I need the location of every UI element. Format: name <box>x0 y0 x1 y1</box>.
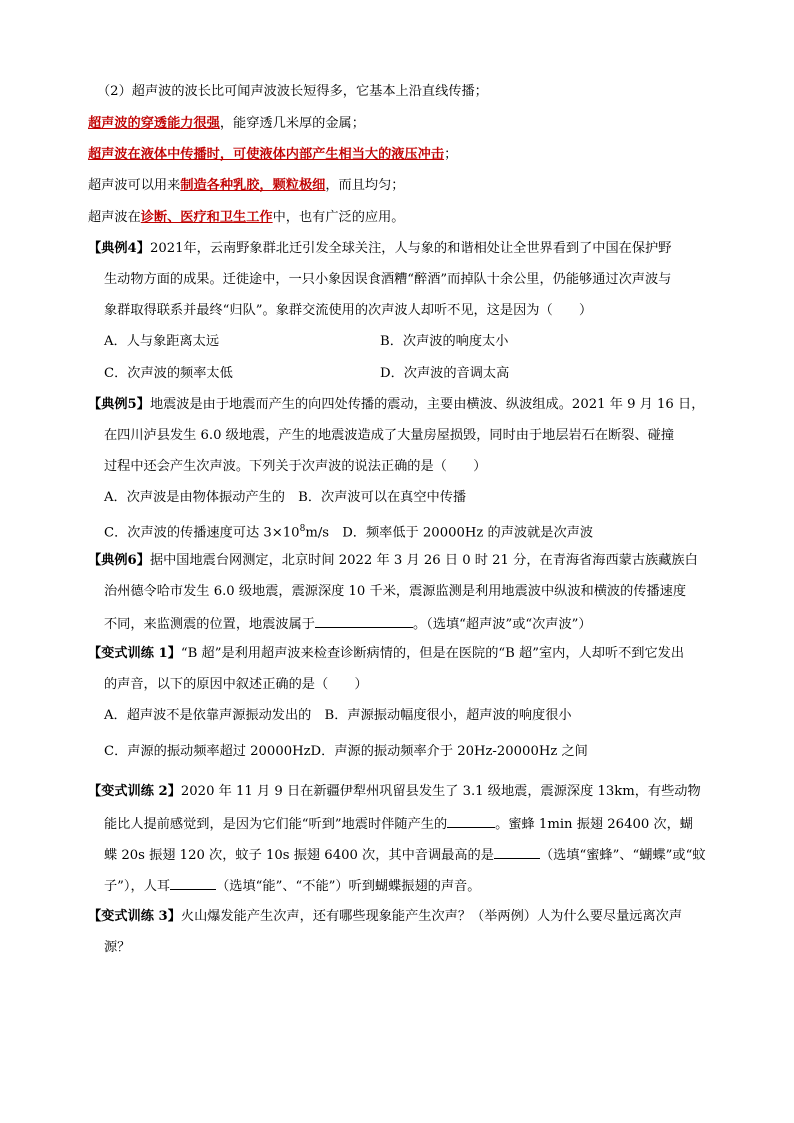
option-text: C．声源的振动频率超过 20000HzD．声源的振动频率介于 20Hz-20000Hz 之间 <box>104 744 588 759</box>
question-text: 据中国地震台网测定，北京时间 2022 年 3 月 26 日 0 时 21 分，在青海省海西蒙古族藏族白 <box>149 553 698 568</box>
question-text: “B 超”是利用超声波来检查诊断病情的，但是在医院的“B 超”室内，人却听不到它发出 <box>180 646 685 661</box>
variant-3-line2 <box>104 939 130 957</box>
note-line <box>88 115 365 133</box>
note-text: 超声波在 <box>88 210 141 225</box>
question-text: 源？ <box>104 940 131 955</box>
note-line <box>88 146 457 164</box>
option-text: C．次声波的频率太低 <box>104 366 233 381</box>
answer-blank[interactable] <box>170 876 216 890</box>
option-text: D．次声波的音调太高 <box>380 366 510 381</box>
answer-blank[interactable] <box>447 814 495 828</box>
emphasis-text: 诊断、医疗和卫生工作 <box>140 210 273 225</box>
question-text: （选填“能”、“不能”）听到蝴蝶振翅的声音。 <box>216 879 481 894</box>
question-text: 2020 年 11 月 9 日在新疆伊犁州巩留县发生了 3.1 级地震，震源深度 13km，有些动物 <box>180 784 701 799</box>
question-text: 地震波是由于地震而产生的向四处传播的震动，主要由横波、纵波组成。2021 年 9 月 16 日， <box>149 397 705 412</box>
note-line <box>88 209 405 227</box>
example-6-line1 <box>88 552 698 570</box>
note-text: 中，也有广泛的应用。 <box>272 210 405 225</box>
example-4-line3 <box>104 302 592 320</box>
variant-1-line2 <box>104 676 368 694</box>
option-text: A．人与象距离太远 <box>104 334 220 349</box>
example-5-line1 <box>88 396 704 414</box>
question-text: 生动物方面的成果。迁徙途中，一只小象因误食酒糟“醉酒”而掉队十余公里，仍能够通过次声波与 <box>104 272 672 287</box>
option-b <box>380 333 508 351</box>
option-a <box>104 333 219 351</box>
question-text: 治州德令哈市发生 6.0 级地震，震源深度 10 千米，震源监测是利用地震波中纵波和横波的传播速度 <box>104 584 687 599</box>
note-text: 超声波可以用来 <box>88 178 181 193</box>
example-6-line2 <box>104 583 686 601</box>
question-text: 蝶 20s 振翅 120 次，蚊子 10s 振翅 6400 次，其中音调最高的是 <box>104 848 494 863</box>
exponent: 8 <box>299 524 306 534</box>
variant-1-line1 <box>88 645 684 663</box>
question-label: 【变式训练 1】 <box>88 646 181 661</box>
option-text: C．次声波的传播速度可达 3×10 <box>104 525 300 541</box>
question-text: 象群取得联系并最终“归队”。象群交流使用的次声波人却听不见，这是因为（ ） <box>104 303 593 318</box>
answer-blank[interactable] <box>494 845 540 859</box>
emphasis-text: 超声波的穿透能力很强 <box>88 116 220 131</box>
option-text: A．超声波不是依靠声源振动发出的 B．声源振动幅度很小，超声波的响度很小 <box>104 708 572 723</box>
note-text: （2）超声波的波长比可闻声波波长短得多，它基本上沿直线传播； <box>97 84 488 99</box>
note-text: ，而且均匀； <box>325 178 405 193</box>
note-line <box>88 177 405 195</box>
option-c <box>104 365 233 383</box>
option-cd <box>104 743 588 761</box>
variant-2-line1 <box>88 783 701 801</box>
option-text: B．次声波的响度太小 <box>380 334 509 349</box>
note-text: ； <box>444 147 458 162</box>
example-5-line3 <box>104 458 486 476</box>
question-text: 不同，来监测震的位置，地震波属于 <box>104 617 315 632</box>
variant-3-line1 <box>88 908 682 926</box>
answer-blank[interactable] <box>315 614 413 628</box>
example-4-line2 <box>104 271 671 289</box>
option-d <box>380 365 509 383</box>
question-text: 在四川泸县发生 6.0 级地震，产生的地震波造成了大量房屋损毁，同时由于地层岩石在断裂、碰撞 <box>104 428 675 443</box>
variant-2-line2 <box>104 814 693 834</box>
emphasis-text: 超声波在液体中传播时，可使液体内部产生相当大的液压冲击 <box>88 147 445 162</box>
emphasis-text: 制造各种乳胶，颗粒极细 <box>180 178 326 193</box>
option-ab <box>104 489 466 507</box>
question-text: （选填“蜜蜂”、“蝴蝶”或“蚊 <box>539 848 706 863</box>
question-label: 【变式训练 3】 <box>88 909 181 924</box>
question-text: 的声音，以下的原因中叙述正确的是（ ） <box>104 677 368 692</box>
example-4-line1 <box>88 240 671 258</box>
example-6-line3 <box>104 614 592 634</box>
variant-2-line3 <box>104 845 706 865</box>
example-5-line2 <box>104 427 674 445</box>
question-label: 【典例4】 <box>88 241 150 256</box>
variant-2-line4 <box>104 876 480 896</box>
question-label: 【变式训练 2】 <box>88 784 181 799</box>
note-text: ，能穿透几米厚的金属； <box>219 116 365 131</box>
question-text: 子”），人耳 <box>104 879 171 894</box>
question-label: 【典例5】 <box>88 397 150 412</box>
note-line <box>97 83 488 101</box>
question-text: 能比人提前感觉到，是因为它们能“听到”地震时伴随产生的 <box>104 817 448 832</box>
question-text: 。蜜蜂 1min 振翅 26400 次，蝴 <box>495 817 693 832</box>
question-text: 过程中还会产生次声波。下列关于次声波的说法正确的是（ ） <box>104 459 487 474</box>
option-cd <box>104 520 593 542</box>
option-text: m/s D．频率低于 20000Hz 的声波就是次声波 <box>305 525 594 541</box>
question-text: 。（选填“超声波”或“次声波”） <box>413 617 592 632</box>
question-text: 火山爆发能产生次声，还有哪些现象能产生次声？（举两例）人为什么要尽量远离次声 <box>180 909 683 924</box>
question-label: 【典例6】 <box>88 553 150 568</box>
question-text: 2021年，云南野象群北迁引发全球关注，人与象的和谐相处让全世界看到了中国在保护野 <box>149 241 672 256</box>
option-text: A．次声波是由物体振动产生的 B．次声波可以在真空中传播 <box>104 490 467 505</box>
option-ab <box>104 707 572 725</box>
